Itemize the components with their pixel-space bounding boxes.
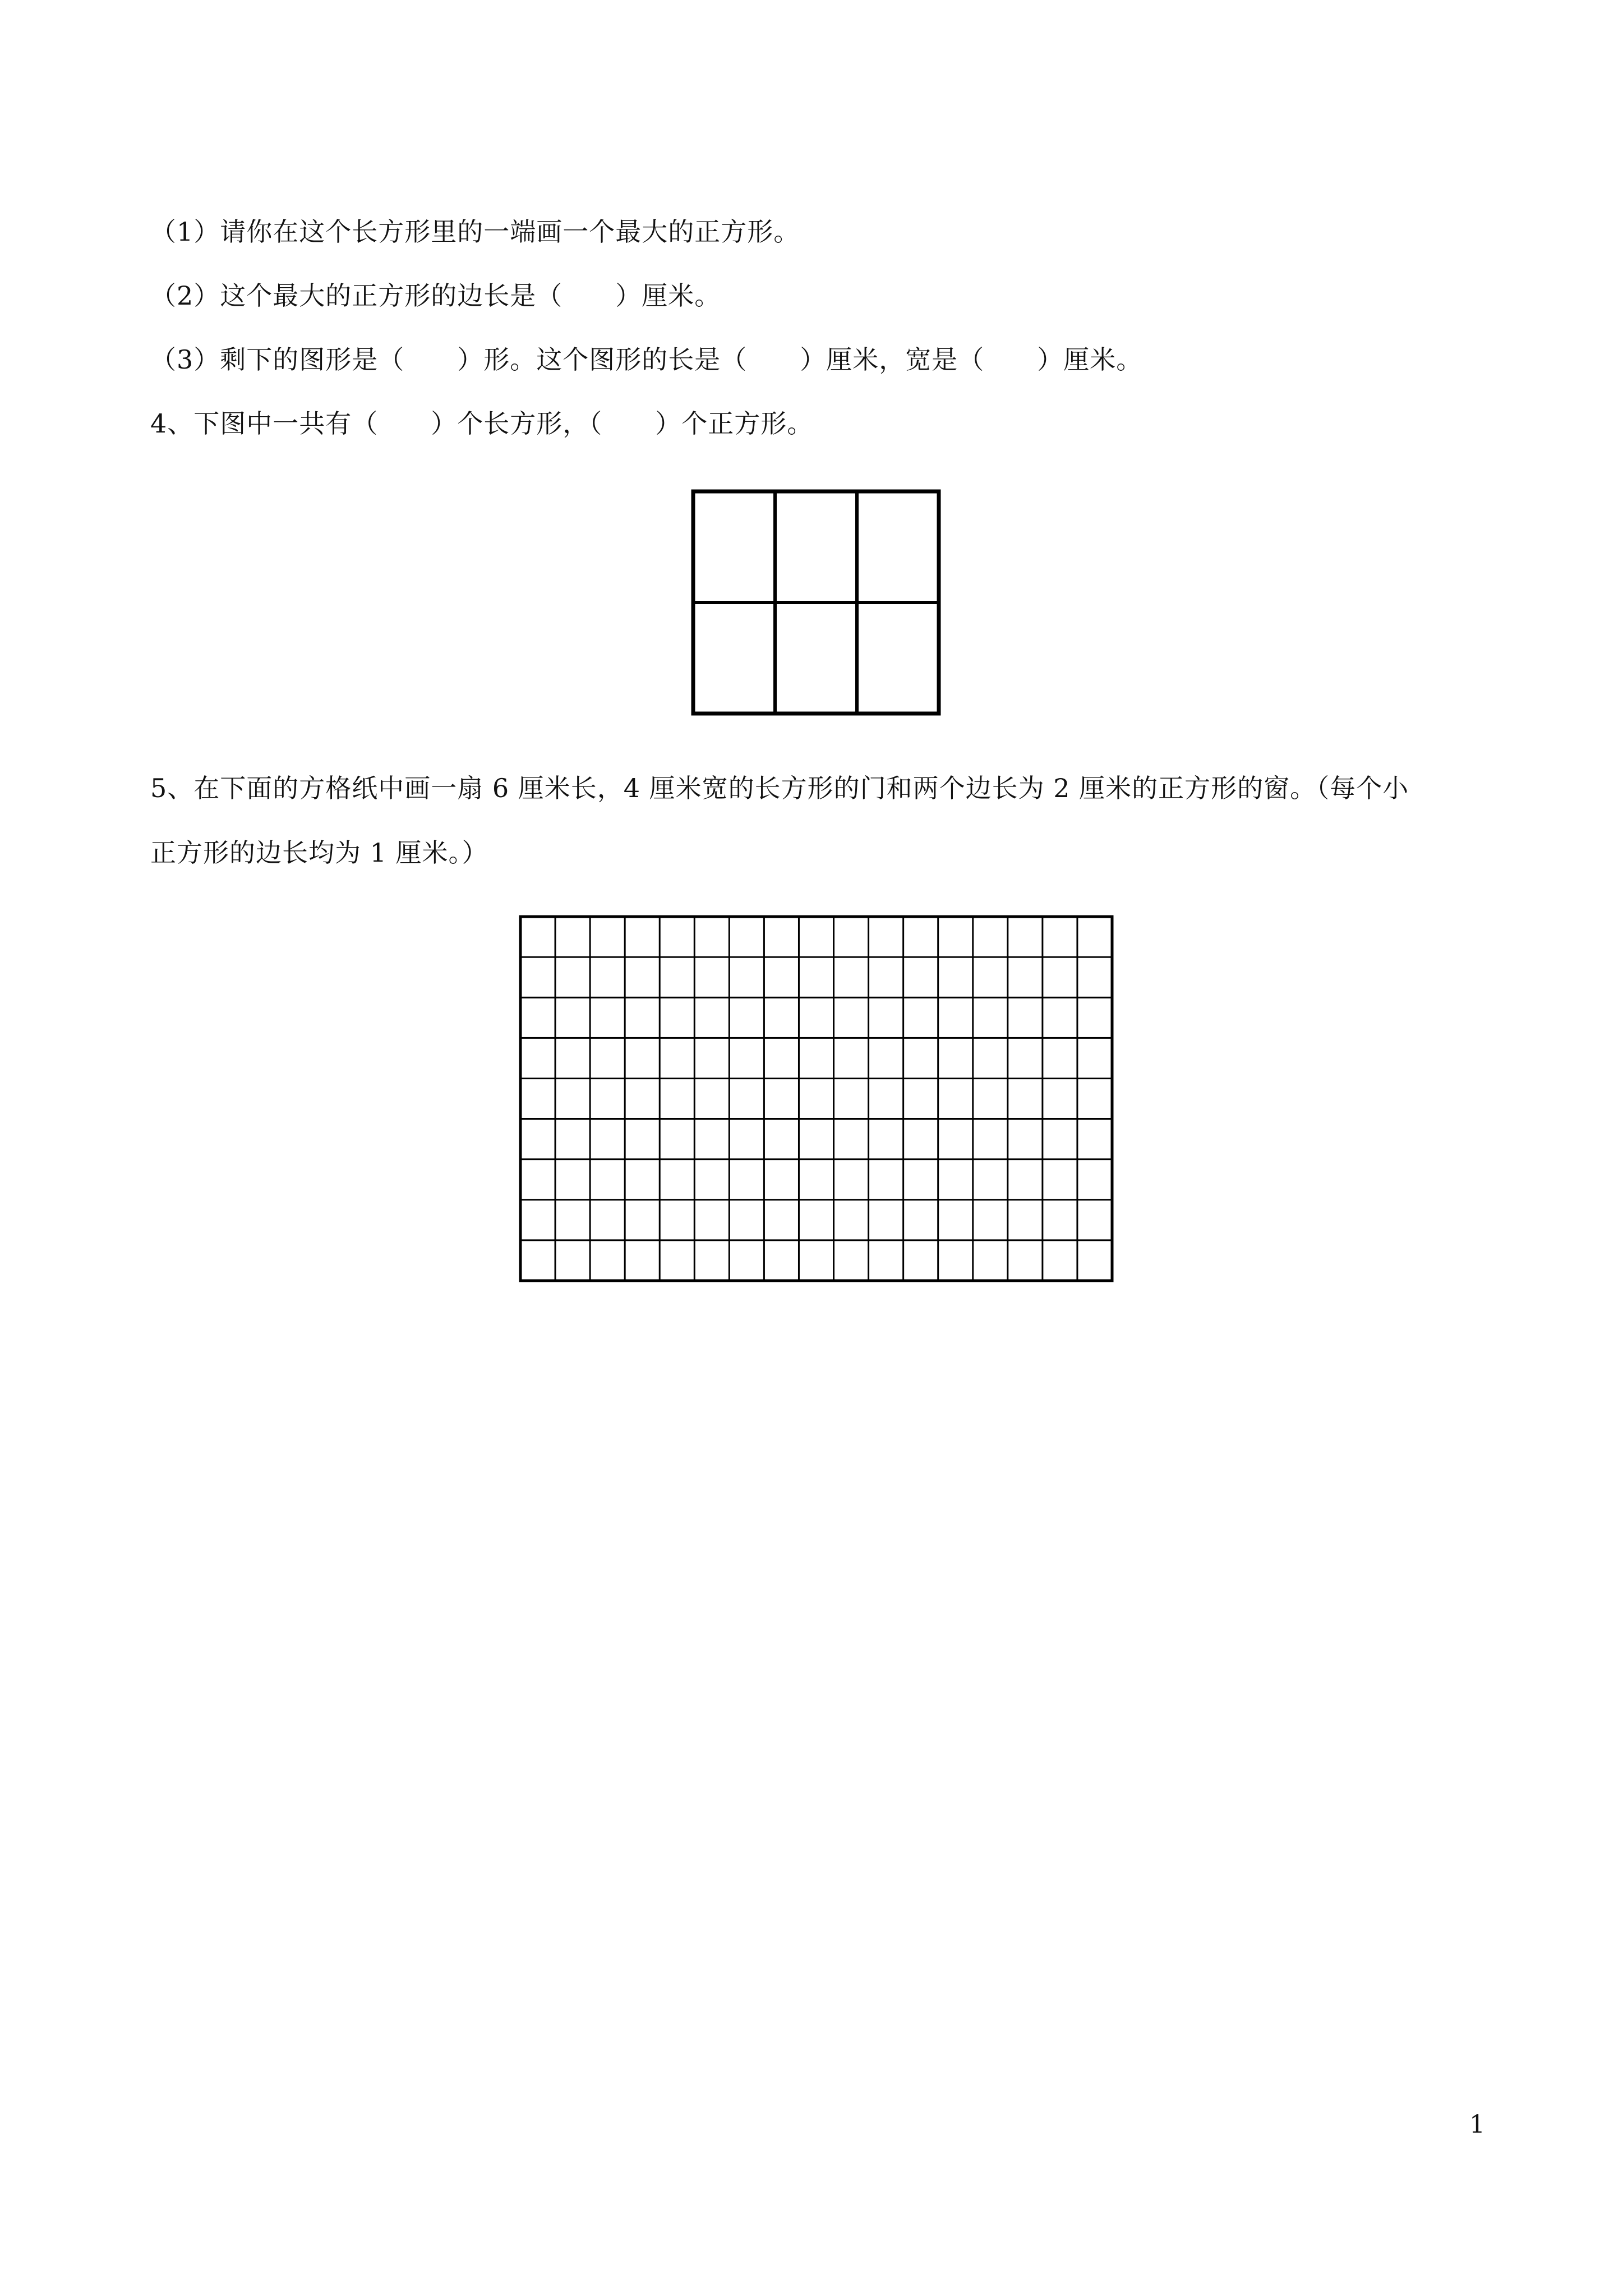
page-number: 1	[1469, 2110, 1485, 2139]
question-3-part-3: （3）剩下的图形是（ ）形。这个图形的长是（ ）厘米，宽是（ ）厘米。	[150, 344, 1143, 375]
question-3-part-1: （1）请你在这个长方形里的一端画一个最大的正方形。	[150, 217, 800, 247]
question-5-line-2: 正方形的边长均为 1 厘米。）	[150, 838, 488, 868]
question-5-line-1: 5、在下面的方格纸中画一扇 6 厘米长，4 厘米宽的长方形的门和两个边长为 2 厘米的正方形的窗。（每个小	[150, 773, 1409, 803]
question-4: 4、下图中一共有（ ）个长方形，（ ）个正方形。	[150, 408, 814, 439]
square-grid-svg	[517, 913, 1116, 1285]
square-grid-figure	[517, 913, 1116, 1285]
square-grid-outline	[520, 917, 1112, 1281]
rectangle-grid-figure	[690, 488, 942, 718]
rectangle-grid-svg	[690, 488, 942, 718]
question-3-part-2: （2）这个最大的正方形的边长是（ ）厘米。	[150, 280, 721, 311]
